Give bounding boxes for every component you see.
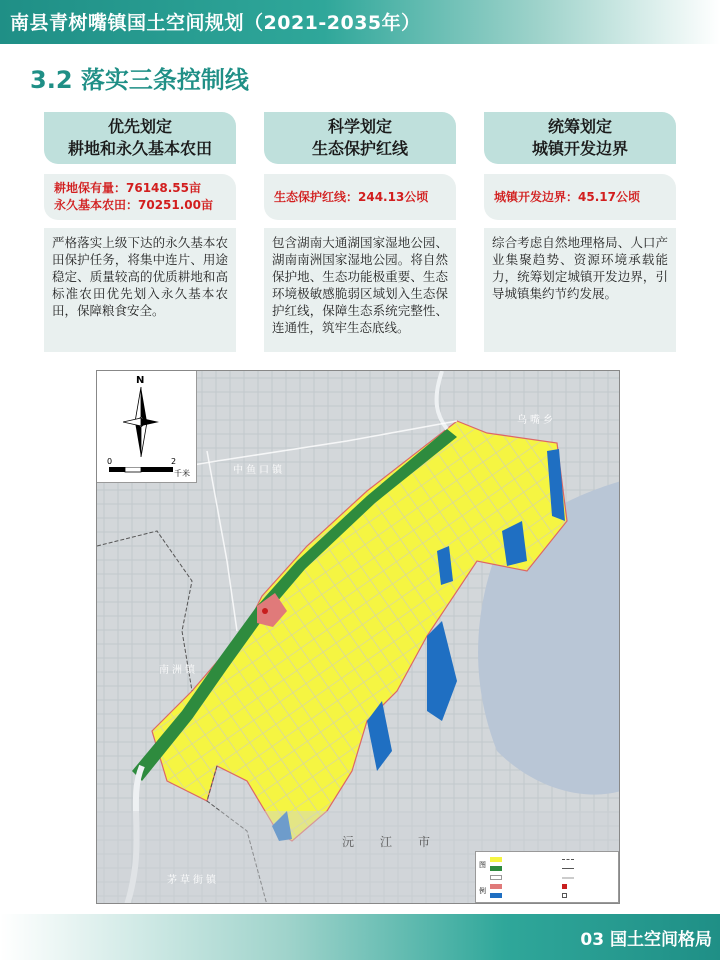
legend-swatch-village [562,893,567,898]
card-farmland-body: 严格落实上级下达的永久基本农田保护任务，将集中连片、用途稳定、质量较高的优质耕地和高标准农田优先划入永久基本农田，保障粮食安全。 [44,228,236,352]
card-townbound [484,112,676,352]
scale-zero-label: 0 [107,457,113,466]
place-yuanjiang: 沅江市 [342,835,457,849]
card-farmland-header [44,112,236,164]
legend-swatch-farmland [490,857,502,862]
card-farmland-header-line2: 耕地和永久基本农田 [67,139,212,158]
townbound-area-value: 城镇开发边界：45.17公顷 [494,189,640,204]
scale-unit-label: 千米 [174,469,190,478]
place-maocaojie: 茅草街镇 [167,875,219,886]
card-ecoline [264,112,456,352]
map-legend [475,851,619,903]
control-lines-map [96,370,620,904]
scale-two-label: 2 [171,457,177,466]
legend-title-2: 例 [479,887,486,895]
legend-item-farmland [490,856,502,863]
legend-item-ecoline [490,865,502,872]
section-title: 3.2 落实三条控制线 [30,66,249,94]
legend-swatch-boundary [562,859,574,860]
legend-swatch-water [490,893,502,898]
card-ecoline-body: 包含湖南大通湖国家湿地公园、湖南南洲国家湿地公园。将自然保护地、生态功能极重要、生态环境极敏感脆弱区域划入生态保护红线，保障生态系统完整性、连通性，筑牢生态底线。 [264,228,456,352]
card-farmland [44,112,236,352]
card-farmland-header-line1: 优先划定 [107,117,172,136]
card-townbound-body: 综合考虑自然地理格局、人口产业集聚趋势、资源环境承载能力，统筹划定城镇开发边界，引导城镇集约节约发展。 [484,228,676,352]
card-townbound-header-line1: 统筹划定 [547,117,612,136]
legend-item-line [562,865,574,872]
ecoline-area-value: 生态保护红线：244.13公顷 [274,189,429,204]
place-wuzui: 乌嘴乡 [517,415,556,426]
footer-band [0,914,720,960]
basic-farmland-value: 永久基本农田：70251.00亩 [54,198,214,212]
north-arrow-icon [123,387,159,457]
card-farmland-stats [44,174,236,220]
legend-item-road [562,874,574,881]
compass-scale-box [97,371,197,483]
page-header-title: 南县青树嘴镇国土空间规划（2021-2035年） [10,12,421,34]
legend-item-other [490,874,502,881]
north-label: N [136,375,145,386]
legend-swatch-other [490,875,502,880]
town-center-marker [262,608,268,614]
card-ecoline-header [264,112,456,164]
legend-item-water [490,892,502,899]
legend-item-town [490,883,502,890]
card-ecoline-header-line2: 生态保护红线 [311,139,408,158]
card-townbound-stats [484,174,676,220]
legend-swatch-town [490,884,502,889]
header-band [0,0,720,44]
legend-item-village [562,892,567,899]
card-townbound-header-line2: 城镇开发边界 [531,139,628,158]
card-ecoline-header-line1: 科学划定 [327,117,392,136]
legend-item-point [562,883,567,890]
footer-chapter-title: 03 国土空间格局 [580,930,712,950]
legend-title-1: 图 [479,861,486,869]
place-nanzhou: 南洲镇 [159,665,198,676]
legend-swatch-point [562,884,567,889]
legend-swatch-ecoline [490,866,502,871]
farmland-retention-value: 耕地保有量：76148.55亩 [54,181,202,195]
legend-swatch-road [562,877,574,879]
scale-bar [109,467,175,473]
card-ecoline-stats [264,174,456,220]
card-townbound-header [484,112,676,164]
place-zhongyu: 中鱼口镇 [233,465,285,476]
legend-item-boundary [562,856,574,863]
legend-swatch-line [562,868,574,869]
